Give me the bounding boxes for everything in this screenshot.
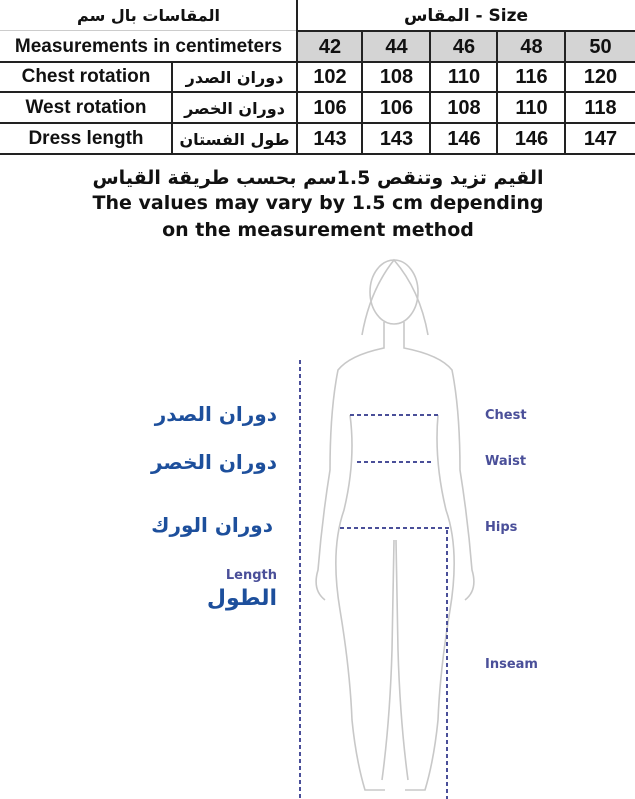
table-cell: 120 — [583, 65, 618, 88]
label-length-en: Length — [225, 568, 277, 583]
table-cell: 147 — [583, 127, 618, 150]
note-english-line1: The values may vary by 1.5 cm depending — [92, 192, 544, 214]
table-cell: 143 — [379, 127, 414, 150]
row-label-ar: دوران الخصر — [184, 98, 285, 118]
table-cell: 102 — [313, 65, 347, 88]
row-label-en: Chest rotation — [21, 66, 151, 87]
table-cell: 116 — [515, 65, 548, 88]
table-cell: 108 — [379, 65, 414, 88]
size-50: 50 — [566, 32, 635, 62]
size-44: 44 — [363, 32, 430, 62]
table-cell: 146 — [514, 127, 549, 150]
label-inseam-en: Inseam — [485, 657, 538, 672]
row-label-ar: طول الفستان — [179, 129, 290, 149]
table-cell: 110 — [515, 96, 548, 119]
table-cell: 143 — [313, 127, 347, 150]
table-cell: 118 — [584, 96, 617, 119]
label-hips-en: Hips — [485, 520, 518, 535]
size-header: المقاس - Size — [403, 5, 529, 26]
table-title: المقاسات بال سم — [77, 6, 220, 25]
row-label-en: Dress length — [28, 128, 144, 149]
label-length-ar: الطول — [206, 586, 277, 611]
table-cell: 146 — [447, 127, 481, 150]
table-cell: 106 — [379, 96, 414, 119]
size-46: 46 — [431, 32, 497, 62]
size-42: 42 — [298, 32, 362, 62]
table-cell: 110 — [447, 65, 481, 88]
row-label-en: West rotation — [25, 97, 147, 118]
label-chest-ar: دوران الصدر — [154, 402, 277, 426]
units-label: Measurements in centimeters — [14, 35, 283, 57]
body-figure — [0, 250, 635, 799]
note-arabic: القيم تزيد وتنقص 1.5سم بحسب طريقة القياس — [92, 167, 544, 189]
size-48: 48 — [498, 32, 565, 62]
note-english-line2: on the measurement method — [162, 219, 474, 241]
label-waist-ar: دوران الخصر — [150, 450, 277, 474]
row-label-ar: دوران الصدر — [185, 67, 284, 87]
label-waist-en: Waist — [485, 454, 527, 469]
table-cell: 106 — [313, 96, 347, 119]
label-hips-ar: دوران الورك — [151, 513, 273, 537]
label-chest-en: Chest — [485, 408, 527, 423]
table-cell: 108 — [447, 96, 481, 119]
